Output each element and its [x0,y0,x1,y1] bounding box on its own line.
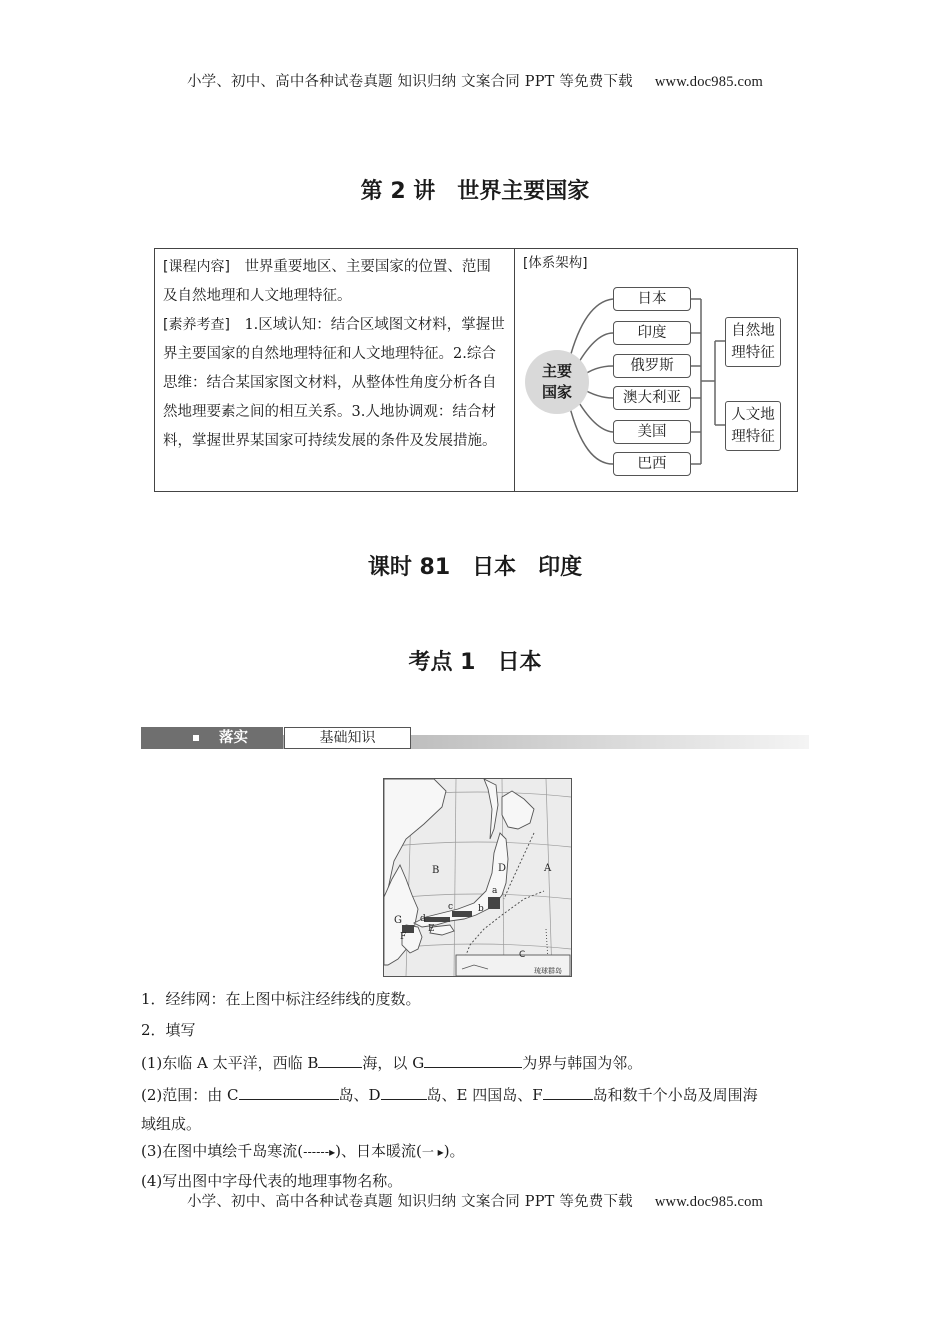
header-url[interactable]: www.doc985.com [654,74,764,90]
q2-1-part-b: 海，以 G [362,1054,425,1072]
lesson-title: 课时 81 日本 印度 [367,555,583,580]
footer-text: 小学、初中、高中各种试卷真题 知识归纳 文案合同 PPT 等免费下载 [186,1194,633,1210]
section-banner [141,727,809,749]
course-content-label: [课程内容] [163,259,230,275]
system-label: [体系架构] [523,255,588,271]
country-node: 俄罗斯 [613,354,691,378]
q2-2-part-b: 岛、D [338,1086,381,1104]
answer-blank-C[interactable] [239,1085,339,1100]
map-drawing [384,779,571,976]
map-label-F: F [400,932,407,942]
answer-blank-B[interactable] [318,1053,362,1068]
map-label-a: a [492,886,498,896]
q2-3-part-a: (3)在图中填绘千岛寒流( [141,1142,304,1160]
center-line-2: 国家 [541,383,572,401]
question-2-4: (4)写出图中字母代表的地理事物名称。 [141,1172,403,1190]
point-title: 考点 1 日本 [408,650,542,675]
footer-url[interactable]: www.doc985.com [654,1194,764,1210]
banner-tag1-label: 落实 [219,730,248,746]
question-2-2 [141,1081,811,1139]
q2-2-part-c: 岛、E 四国岛、F [426,1086,543,1104]
question-2-heading: 2．填写 [141,1021,196,1039]
category-human-line-1: 人文地 [731,407,775,423]
q2-1-part-c: 为界与韩国为邻。 [522,1054,643,1072]
banner-tag-implement [141,727,283,749]
question-2-3 [141,1140,811,1161]
answer-blank-F[interactable] [543,1085,593,1100]
literacy-text: 1.区域认知：结合区域图文材料，掌握世界主要国家的自然地理特征和人文地理特征。2.综合思维：结合某国家图文材料，从整体性角度分析各自然地理要素之间的相互关系。3.人地协调观：结合材料，掌握世界某国家可持续发展的条件及发展措施。 [163,317,505,449]
header-text: 小学、初中、高中各种试卷真题 知识归纳 文案合同 PPT 等免费下载 [186,74,633,90]
map-label-c: c [448,902,454,912]
map-label-B: B [432,865,440,876]
q2-2-part-a: (2)范围：由 C [141,1086,239,1104]
mindmap-center [525,350,589,414]
page-footer [0,1190,950,1211]
chapter-title: 第 2 讲 世界主要国家 [360,179,590,204]
literacy-label: [素养考查] [163,317,230,333]
answer-blank-G[interactable] [424,1053,522,1068]
course-content-text: 世界重要地区、主要国家的位置、范围及自然地理和人文地理特征。 [163,259,491,304]
country-node: 印度 [613,321,691,345]
map-label-b: b [478,904,484,914]
category-human-line-2: 理特征 [731,429,775,445]
map-label-G: G [394,915,402,926]
map-label-C: C [519,950,526,960]
category-natural-line-2: 理特征 [731,345,775,361]
dashed-arrow-icon: ------▸ [303,1145,336,1159]
map-label-d: d [420,914,426,924]
category-natural-line-1: 自然地 [731,323,775,339]
center-line-1: 主要 [541,362,572,380]
category-natural [725,317,781,367]
course-overview-box [154,248,798,492]
map-label-A: A [544,863,552,874]
country-node: 巴西 [613,452,691,476]
q2-3-part-c: )。 [443,1142,465,1160]
q2-3-part-b: )、日本暖流( [335,1142,422,1160]
answer-blank-D[interactable] [381,1085,427,1100]
japan-map [383,778,572,977]
q2-1-part-a: (1)东临 A 太平洋，西临 B [141,1054,319,1072]
banner-tag-basic: 基础知识 [284,727,411,749]
q2-2-part-d: 岛和数千个小岛及周围海 [592,1086,758,1104]
solid-arrow-icon: 一 ▸ [421,1145,444,1159]
map-label-E: E [428,924,435,934]
map-inset-label: 琉球群岛 [534,967,562,975]
map-label-D: D [498,863,507,874]
category-human [725,401,781,451]
square-bullet-icon [193,735,199,741]
country-node: 澳大利亚 [613,386,691,410]
country-node: 日本 [613,287,691,311]
q2-2-part-e: 域组成。 [141,1115,202,1133]
mindmap-connectors [155,249,797,491]
country-node: 美国 [613,420,691,444]
question-2-1 [141,1052,811,1073]
question-1: 1．经纬网：在上图中标注经纬线的度数。 [141,990,421,1008]
page-header [0,70,950,91]
